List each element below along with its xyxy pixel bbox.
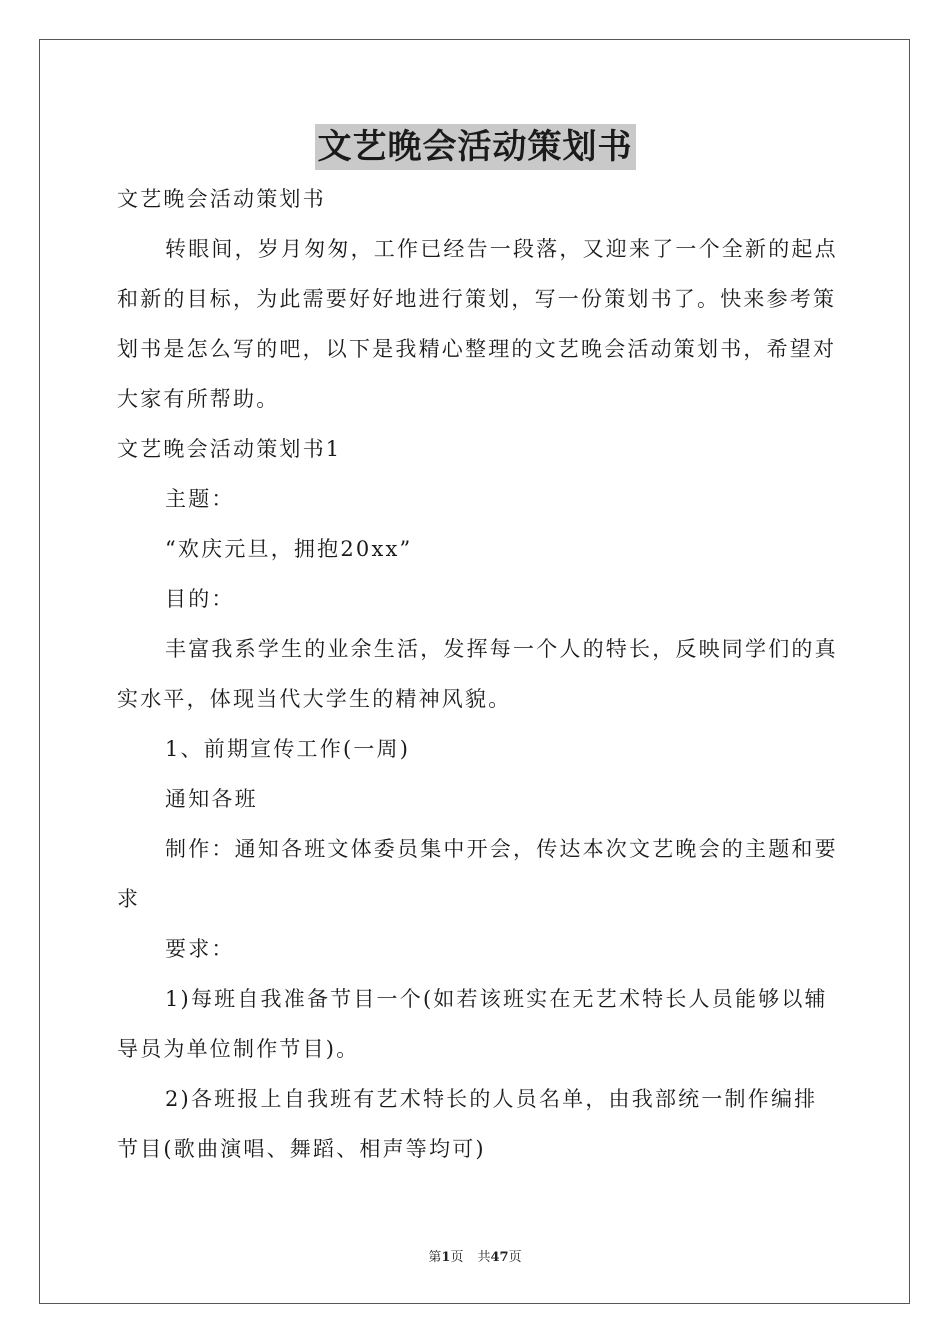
title-wrap [0,124,950,170]
paragraph-step-1: 1、前期宣传工作(一周) [165,737,411,761]
document-title: 文艺晚会活动策划书 [315,124,636,170]
paragraph-make: 制作：通知各班文体委员集中开会，传达本次文艺晚会的主题和要求 [117,837,838,911]
page-footer [0,1246,950,1265]
page-total: 47 [490,1250,509,1265]
paragraph-requirements-label: 要求： [165,937,235,961]
paragraph-theme: “欢庆元旦，拥抱20xx” [165,537,413,561]
page-current: 1 [441,1250,451,1265]
paragraph-intro: 转眼间，岁月匆匆，工作已经告一段落，又迎来了一个全新的起点和新的目标，为此需要好好地进行策划，写一份策划书了。快来参考策划书是怎么写的吧，以下是我精心整理的文艺晚会活动策划书，希望对大家有所帮助。 [117,237,838,411]
section-heading: 文艺晚会活动策划书1 [117,437,342,461]
page-prefix: 第 [428,1250,442,1265]
paragraph-theme-label: 主题： [165,487,235,511]
paragraph-purpose-label: 目的： [165,587,235,611]
paragraph-purpose: 丰富我系学生的业余生活，发挥每一个人的特长，反映同学们的真实水平，体现当代大学生的精神风貌。 [117,637,838,711]
paragraph-subtitle: 文艺晚会活动策划书 [117,187,326,211]
document-body [117,174,839,1174]
total-unit: 页 [508,1250,522,1265]
page-unit: 页 [450,1250,464,1265]
paragraph-requirement-1: 1)每班自我准备节目一个(如若该班实在无艺术特长人员能够以辅导员为单位制作节目)。 [117,987,828,1061]
paragraph-requirement-2: 2)各班报上自我班有艺术特长的人员名单，由我部统一制作编排节目(歌曲演唱、舞蹈、相声等均可) [117,1087,818,1161]
paragraph-notify: 通知各班 [165,787,258,811]
total-prefix: 共 [477,1250,491,1265]
